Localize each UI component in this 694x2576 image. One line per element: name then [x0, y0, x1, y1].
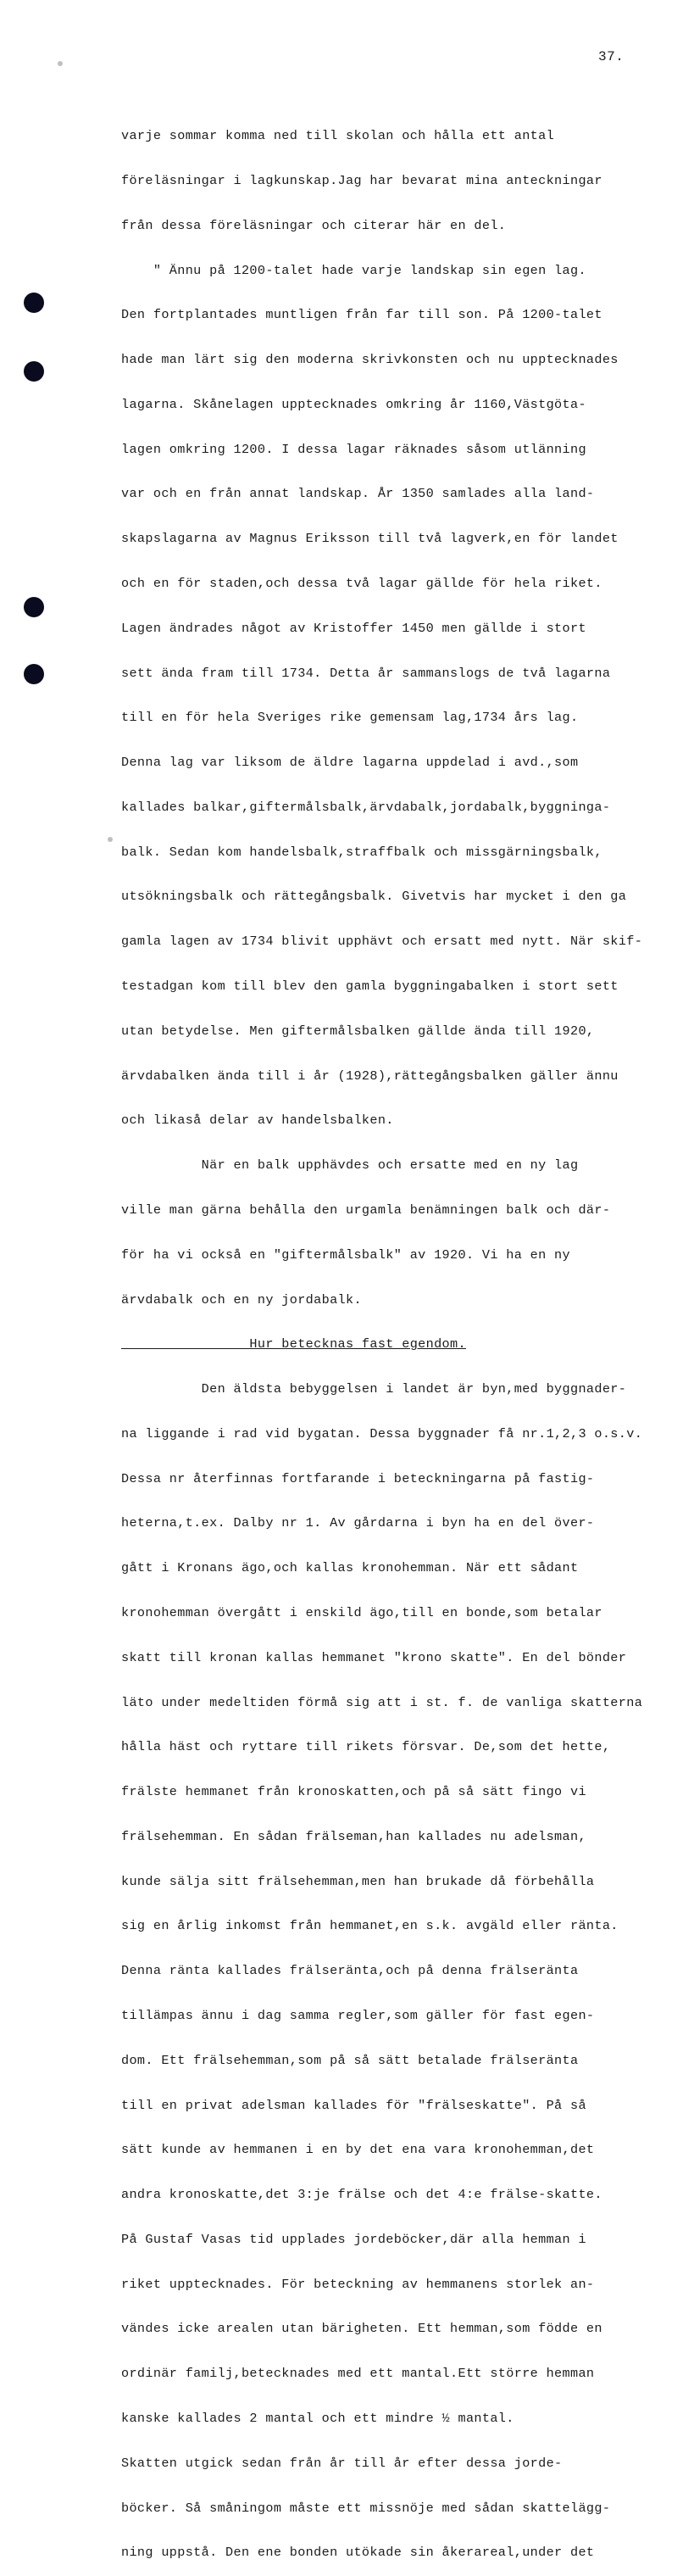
text-line: heterna,t.ex. Dalby nr 1. Av gårdarna i byn ha en del över-: [121, 1515, 595, 1531]
text-line: till en privat adelsman kallades för "frälseskatte". På så: [121, 2097, 586, 2113]
text-line: varje sommar komma ned till skolan och hålla ett antal: [121, 128, 555, 144]
text-line: na liggande i rad vid bygatan. Dessa byggnader få nr.1,2,3 o.s.v.: [121, 1425, 643, 1441]
text-line: sett ända fram till 1734. Detta år sammanslogs de två lagarna: [121, 665, 611, 681]
text-line: utan betydelse. Men giftermålsbalken gällde ända till 1920,: [121, 1023, 595, 1039]
text-line: Denna lag var liksom de äldre lagarna uppdelad i avd.,som: [121, 755, 579, 771]
margin-dot: [108, 837, 113, 842]
margin-dot: [58, 61, 63, 66]
text-line: från dessa föreläsningar och citerar här en del.: [121, 217, 507, 233]
text-line: till en för hela Sveriges rike gemensam lag,1734 års lag.: [121, 710, 579, 726]
text-line: hade man lärt sig den moderna skrivkonsten och nu upptecknades: [121, 352, 619, 368]
text-line: för ha vi också en "giftermålsbalk" av 1920. Vi ha en ny: [121, 1246, 570, 1263]
punch-hole: [24, 293, 44, 313]
text-line: böcker. Så småningom måste ett missnöje med sådan skattelägg-: [121, 2500, 611, 2516]
text-line: Lagen ändrades något av Kristoffer 1450 men gällde i stort: [121, 620, 586, 636]
text-line: Den fortplantades muntligen från far till son. På 1200-talet: [121, 307, 602, 323]
text-line: läto under medeltiden förmå sig att i st. f. de vanliga skatterna: [121, 1694, 643, 1710]
page-number: 37.: [598, 49, 625, 64]
text-line: kronohemman övergått i enskild ägo,till en bonde,som betalar: [121, 1604, 602, 1620]
text-line: frälste hemmanet från kronoskatten,och på så sätt fingo vi: [121, 1784, 586, 1800]
text-line: testadgan kom till blev den gamla byggningabalken i stort sett: [121, 979, 619, 995]
text-line: vändes icke arealen utan bärigheten. Ett hemman,som födde en: [121, 2321, 602, 2337]
punch-hole: [24, 597, 44, 617]
punch-hole: [24, 664, 44, 684]
text-line: " Ännu på 1200-talet hade varje landskap sin egen lag.: [121, 262, 586, 278]
text-line: ärvdabalken ända till i år (1928),rättegångsbalken gäller ännu: [121, 1068, 619, 1084]
text-line: ärvdabalk och en ny jordabalk.: [121, 1291, 362, 1308]
text-line: gått i Kronans ägo,och kallas kronohemman. När ett sådant: [121, 1560, 579, 1576]
text-line: riket upptecknades. För beteckning av hemmanens storlek an-: [121, 2276, 595, 2292]
text-line: och en för staden,och dessa två lagar gällde för hela riket.: [121, 576, 602, 591]
section-heading: Hur betecknas fast egendom.: [121, 1336, 466, 1352]
text-line: Denna ränta kallades frälseränta,och på denna frälseränta: [121, 1963, 579, 1979]
punch-hole: [24, 361, 44, 382]
text-line: skapslagarna av Magnus Eriksson till två lagverk,en för landet: [121, 531, 619, 547]
typewritten-text: [121, 99, 663, 2576]
text-line: hålla häst och ryttare till rikets försvar. De,som det hette,: [121, 1739, 611, 1755]
text-line: andra kronoskatte,det 3:je frälse och det 4:e frälse-skatte.: [121, 2187, 602, 2203]
text-line: När en balk upphävdes och ersatte med en ny lag: [121, 1157, 579, 1174]
text-line: Den äldsta bebyggelsen i landet är byn,med byggnader-: [121, 1381, 627, 1397]
text-line: sätt kunde av hemmanen i en by det ena vara kronohemman,det: [121, 2142, 595, 2158]
text-line: kallades balkar,giftermålsbalk,ärvdabalk,jordabalk,byggninga-: [121, 799, 611, 815]
text-line: Skatten utgick sedan från år till år efter dessa jorde-: [121, 2455, 563, 2471]
text-line: balk. Sedan kom handelsbalk,straffbalk och missgärningsbalk,: [121, 844, 602, 860]
text-line: ville man gärna behålla den urgamla benämningen balk och där-: [121, 1202, 611, 1218]
text-line: föreläsningar i lagkunskap.Jag har bevarat mina anteckningar: [121, 172, 602, 188]
text-line: Dessa nr återfinnas fortfarande i beteckningarna på fastig-: [121, 1470, 595, 1486]
text-line: ordinär familj,betecknades med ett mantal.Ett större hemman: [121, 2366, 595, 2382]
text-line: lagen omkring 1200. I dessa lagar räknades såsom utlänning: [121, 441, 586, 457]
text-line: och likaså delar av handelsbalken.: [121, 1112, 394, 1129]
text-line: sig en årlig inkomst från hemmanet,en s.k. avgäld eller ränta.: [121, 1918, 619, 1934]
text-line: dom. Ett frälsehemman,som på så sätt betalade frälseränta: [121, 2052, 579, 2068]
text-line: frälsehemman. En sådan frälseman,han kallades nu adelsman,: [121, 1828, 586, 1844]
text-line: gamla lagen av 1734 blivit upphävt och ersatt med nytt. När skif-: [121, 934, 643, 950]
text-line: kunde sälja sitt frälsehemman,men han brukade då förbehålla: [121, 1873, 595, 1889]
text-line: ning uppstå. Den ene bonden utökade sin åkerareal,under det: [121, 2545, 595, 2561]
text-line: skatt till kronan kallas hemmanet "krono skatte". En del bönder: [121, 1649, 627, 1665]
text-line: tillämpas ännu i dag samma regler,som gäller för fast egen-: [121, 2008, 595, 2023]
text-line: På Gustaf Vasas tid upplades jordeböcker,där alla hemman i: [121, 2231, 586, 2247]
text-line: var och en från annat landskap. År 1350 samlades alla land-: [121, 486, 595, 502]
text-line: lagarna. Skånelagen upptecknades omkring år 1160,Västgöta-: [121, 396, 586, 412]
text-line: utsökningsbalk och rättegångsbalk. Givetvis har mycket i den ga: [121, 889, 627, 905]
text-line: kanske kallades 2 mantal och ett mindre ½ mantal.: [121, 2411, 514, 2427]
